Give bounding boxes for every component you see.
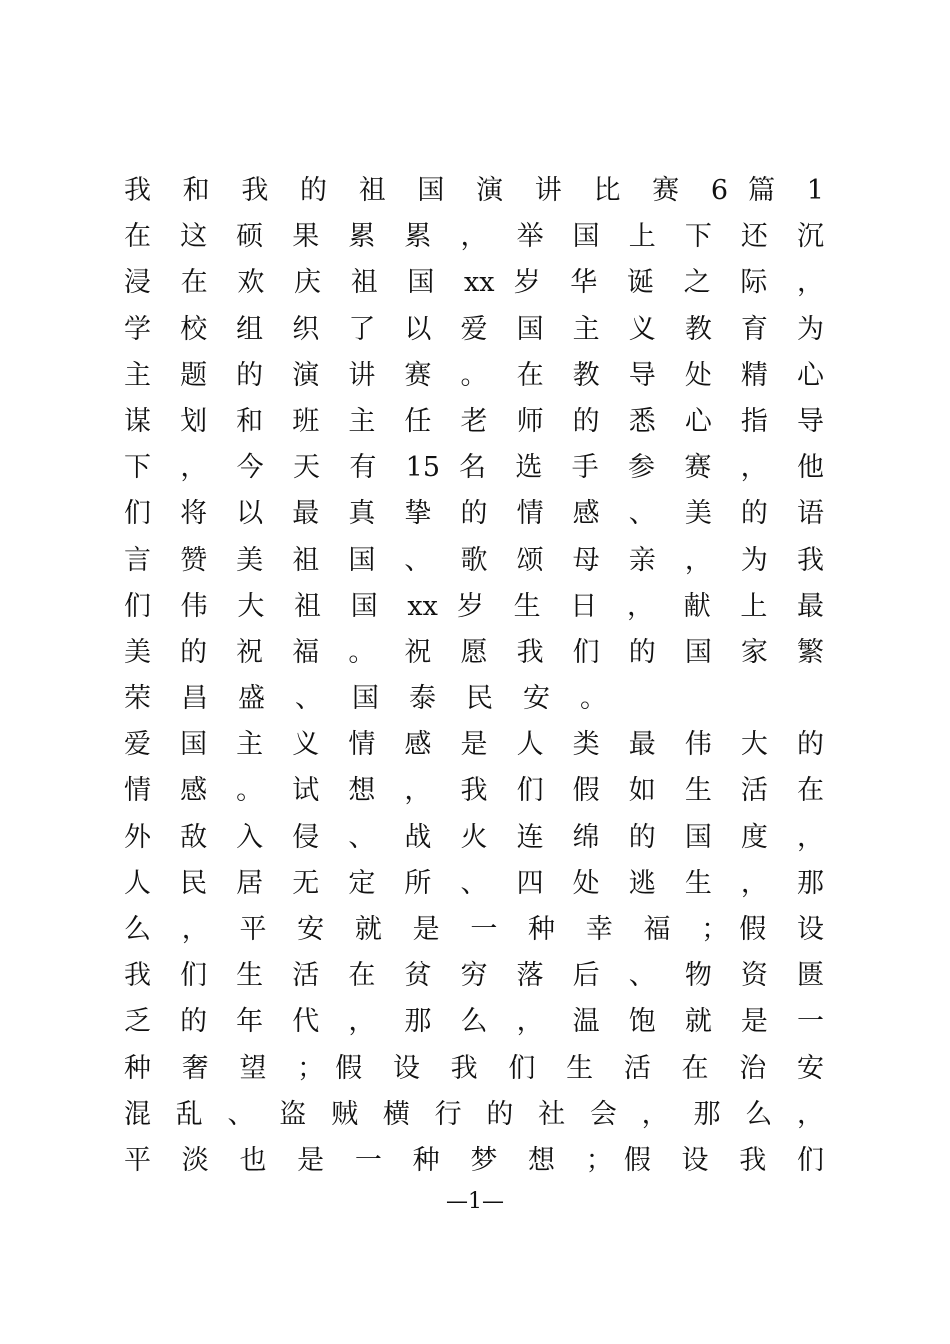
text-line: 学 校 组 织 了 以 爱 国 主 义 教 育 为 — [124, 313, 824, 345]
text-line: 浸 在 欢 庆 祖 国 xx 岁 华 诞 之 际 ， — [124, 267, 824, 299]
text-line: 情 感 。 试 想 ， 我 们 假 如 生 活 在 — [124, 775, 824, 807]
text-line: 美 的 祝 福 。 祝 愿 我 们 的 国 家 繁 — [124, 636, 824, 668]
text-line: 言 赞 美 祖 国 、 歌 颂 母 亲 ， 为 我 — [124, 544, 824, 576]
text-line: 么 ， 平 安 就 是 一 种 幸 福 ；假 设 — [124, 914, 824, 945]
text-line: 乏 的 年 代 ， 那 么 ， 温 饱 就 是 一 — [124, 1006, 824, 1038]
text-line: 主 题 的 演 讲 赛 。 在 教 导 处 精 心 — [124, 359, 824, 391]
text-line: 种 奢 望 ；假 设 我 们 生 活 在 治 安 — [124, 1052, 824, 1084]
text-line: 在 这 硕 果 累 累 ， 举 国 上 下 还 沉 — [124, 221, 824, 253]
text-line: 荣昌盛、国泰民安。 — [124, 683, 637, 715]
text-line: 混 乱 、 盗 贼 横 行 的 社 会 ， 那 么 ， — [124, 1098, 824, 1130]
text-line: 外 敌 入 侵 、 战 火 连 绵 的 国 度 ， — [124, 821, 824, 853]
body-text — [124, 168, 824, 1184]
text-line: 平 淡 也 是 一 种 梦 想 ；假 设 我 们 — [124, 1144, 824, 1176]
page-number: —1— — [446, 1189, 504, 1214]
text-line: 们 将 以 最 真 挚 的 情 感 、 美 的 语 — [124, 498, 824, 530]
text-line: 人 民 居 无 定 所 、 四 处 逃 生 ， 那 — [124, 867, 824, 899]
text-line: 谋 划 和 班 主 任 老 师 的 悉 心 指 导 — [124, 405, 824, 437]
text-line: 我 们 生 活 在 贫 穷 落 后 、 物 资 匮 — [124, 960, 824, 992]
text-line: 我 和 我 的 祖 国 演 讲 比 赛 6 篇 1 — [124, 175, 824, 206]
text-line: 爱 国 主 义 情 感 是 人 类 最 伟 大 的 — [124, 729, 824, 761]
text-line: 们 伟 大 祖 国 xx 岁 生 日 ， 献 上 最 — [124, 590, 824, 622]
text-line: 下 ， 今 天 有 15 名 选 手 参 赛 ， 他 — [124, 452, 824, 484]
